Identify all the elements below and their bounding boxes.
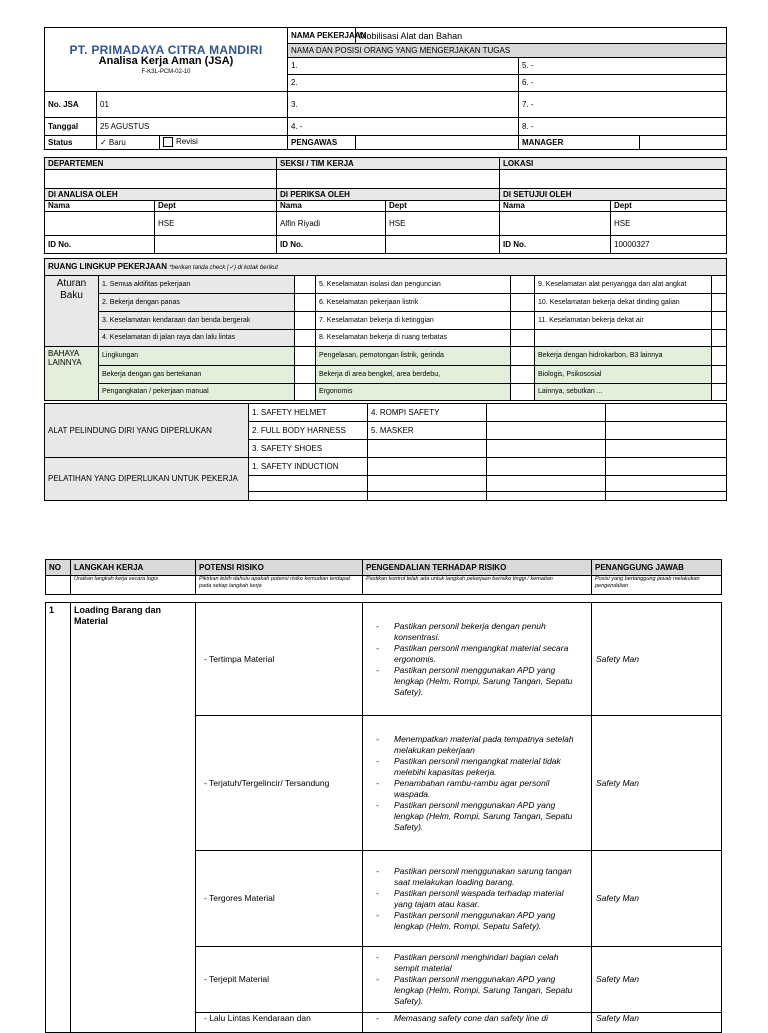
bahaya-check-6[interactable] — [511, 384, 535, 401]
doc-code: F-K3L-PCM-02-10 — [141, 69, 191, 75]
training-extra-2 — [249, 476, 368, 492]
bahaya-label: BAHAYA LAINNYA — [45, 347, 99, 401]
aturan-item-5: 5. Keselamatan isolasi dan penguncian — [316, 276, 511, 294]
worker-6: 6. - — [519, 75, 727, 92]
bahaya-item-2: Bekerja dengan gas bertekanan — [99, 366, 295, 384]
apd-item-2: 2. FULL BODY HARNESS — [249, 422, 368, 440]
bahaya-check-3[interactable] — [295, 384, 316, 401]
analisa-nama — [45, 212, 155, 236]
apd-extra-1b — [606, 404, 727, 422]
aturan-check-10[interactable] — [712, 294, 727, 312]
control-item: - Pastikan personil menggunakan APD yang lengkap (Helm, Rompi, Sarung Tangan, Sepatu Safety). — [370, 974, 584, 1007]
training-extra-2b — [487, 476, 606, 492]
apd-item-5: 5. MASKER — [368, 422, 487, 440]
aturan-check-8[interactable] — [511, 330, 535, 347]
bahaya-item-3: Pengangkatan / pekerjaan manual — [99, 384, 295, 401]
aturan-item-11: 11. Keselamatan bekerja dekat air — [535, 312, 712, 330]
bahaya-check-8[interactable] — [712, 366, 727, 384]
control-item: - Penambahan rambu-rambu agar personil waspada. — [370, 778, 584, 800]
risk-3: - Tergores Material — [196, 851, 363, 947]
periksa-id-label: ID No. — [277, 236, 386, 254]
analisa-id — [155, 236, 277, 254]
training-extra-3b — [487, 492, 606, 501]
risk-5: - Lalu Lintas Kendaraan dan — [196, 1013, 363, 1033]
pengawas-label: PENGAWAS — [288, 136, 356, 150]
apd-extra-3a — [368, 440, 487, 458]
periksa-id — [386, 236, 500, 254]
col-risiko-sub: Pikirkan lebih dahulu apakah potensi risiko kemudian terdapat pada setiap langkah kerja — [196, 576, 363, 595]
aturan-check-3[interactable] — [295, 312, 316, 330]
col-pj-header: PENANGGUNG JAWAB — [592, 560, 722, 576]
pj-1: Safety Man — [592, 603, 722, 716]
col-no-header: NO — [46, 560, 71, 576]
controls-1 — [363, 603, 592, 716]
status-revisi-cell[interactable] — [160, 136, 288, 150]
bahaya-item-5: Bekerja di area bengkel, area berdebu, — [316, 366, 511, 384]
worker-5: 5. - — [519, 58, 727, 75]
training-extra-2c — [606, 476, 727, 492]
risk-2: - Terjatuh/Tergelincir/ Tersandung — [196, 716, 363, 851]
step-no: 1 — [46, 603, 71, 1033]
periksa-nama-label: Nama — [277, 201, 386, 212]
table-spacer — [46, 595, 722, 603]
bahaya-item-8: Biologis, Psikososial — [535, 366, 712, 384]
control-item: - Menempatkan material pada tempatnya setelah melakukan pekerjaan — [370, 734, 584, 756]
worker-1: 1. — [288, 58, 519, 75]
training-extra-1a — [368, 458, 487, 476]
training-item-1: 1. SAFETY INDUCTION — [249, 458, 368, 476]
controls-2 — [363, 716, 592, 851]
pj-4: Safety Man — [592, 947, 722, 1013]
analisa-dept-label: Dept — [155, 201, 277, 212]
tanggal-value: 25 AGUSTUS — [97, 118, 288, 136]
control-item: - Pastikan personil menggunakan APD yang lengkap (Helm, Rompi, Sarung Tangan, Sepatu Safety). — [370, 665, 584, 698]
col-pengendalian-header: PENGENDALIAN TERHADAP RISIKO — [363, 560, 592, 576]
controls-5 — [363, 1013, 592, 1033]
setujui-id-label: ID No. — [500, 236, 611, 254]
analisa-label: DI ANALISA OLEH — [45, 189, 277, 201]
approval-table — [44, 157, 727, 254]
company-name: PT. PRIMADAYA CITRA MANDIRI — [69, 43, 263, 57]
company-block — [45, 28, 288, 92]
aturan-item-4: 4. Keselamatan di jalan raya dan lalu lintas — [99, 330, 295, 347]
apd-label: ALAT PELINDUNG DIRI YANG DIPERLUKAN — [45, 404, 249, 458]
no-jsa-label: No. JSA — [45, 92, 97, 118]
setujui-dept-label: Dept — [611, 201, 727, 212]
setujui-dept: HSE — [611, 212, 727, 236]
aturan-item-9: 9. Keselamatan alat penyangga dan alat angkat — [535, 276, 712, 294]
worker-4: 4. - — [288, 118, 519, 136]
analisa-dept: HSE — [155, 212, 277, 236]
bahaya-check-5[interactable] — [511, 366, 535, 384]
bahaya-item-1: Lingkungan — [99, 347, 295, 366]
aturan-check-12[interactable] — [712, 330, 727, 347]
col-pengendalian-sub: Pastikan kontrol telah ada untuk langkah pekerjaan berisiko tinggi / kematian — [363, 576, 592, 595]
analisa-id-label: ID No. — [45, 236, 155, 254]
aturan-check-2[interactable] — [295, 294, 316, 312]
training-extra-1c — [606, 458, 727, 476]
bahaya-item-4: Pengelasan, pemotongan listrik, gerinda — [316, 347, 511, 366]
aturan-item-1: 1. Semua aktifitas pekerjaan — [99, 276, 295, 294]
step-name: Loading Barang dan Material — [71, 603, 196, 1033]
periksa-nama: Alfin Riyadi — [277, 212, 386, 236]
control-item: - Pastikan personil menggunakan APD yang lengkap (Helm, Rompi, Sepatu Safety). — [370, 910, 584, 932]
controls-3 — [363, 851, 592, 947]
setujui-id: 10000327 — [611, 236, 727, 254]
bahaya-item-7: Bekerja dengan hidrokarbon, B3 lainnya — [535, 347, 712, 366]
col-langkah-header: LANGKAH KERJA — [71, 560, 196, 576]
nama-pekerjaan-value: Mobilisasi Alat dan Bahan — [356, 28, 727, 44]
bahaya-item-6: Ergonomis — [316, 384, 511, 401]
doc-title: Analisa Kerja Aman (JSA) — [98, 55, 234, 67]
nama-pekerjaan-label: NAMA PEKERJAAN — [288, 28, 356, 44]
lokasi-label: LOKASI — [500, 158, 727, 170]
control-item: - Pastikan personil mengangkat material secara ergonomis. — [370, 643, 584, 665]
seksi-label: SEKSI / TIM KERJA — [277, 158, 500, 170]
training-label: PELATIHAN YANG DIPERLUKAN UNTUK PEKERJA — [45, 458, 249, 501]
lokasi-value — [500, 170, 727, 189]
control-item: - Pastikan personil mengangkat material tidak melebihi kapasitas pekerja. — [370, 756, 584, 778]
aturan-check-1[interactable] — [295, 276, 316, 294]
bahaya-check-7[interactable] — [712, 347, 727, 366]
scope-note: *berikan tanda check (✓) di kotak berikut — [169, 264, 278, 271]
aturan-item-3: 3. Keselamatan kendaraan dan benda bergerak — [99, 312, 295, 330]
pj-5: Safety Man — [592, 1013, 722, 1033]
training-extra-3c — [606, 492, 727, 501]
col-risiko-header: POTENSI RISIKO — [196, 560, 363, 576]
analisa-nama-label: Nama — [45, 201, 155, 212]
bahaya-check-1[interactable] — [295, 347, 316, 366]
risk-1: - Tertimpa Material — [196, 603, 363, 716]
departemen-label: DEPARTEMEN — [45, 158, 277, 170]
apd-item-3: 3. SAFETY SHOES — [249, 440, 368, 458]
aturan-item-8: 8. Keselamatan bekerja di ruang terbatas — [316, 330, 511, 347]
aturan-check-11[interactable] — [712, 312, 727, 330]
aturan-check-9[interactable] — [712, 276, 727, 294]
aturan-check-6[interactable] — [511, 294, 535, 312]
departemen-value — [45, 170, 277, 189]
control-item: - Memasang safety cone dan safety line di — [370, 1013, 584, 1024]
control-item: - Pastikan personil menggunakan sarung tangan saat melakukan loading barang. — [370, 866, 584, 888]
periksa-label: DI PERIKSA OLEH — [277, 189, 500, 201]
pj-2: Safety Man — [592, 716, 722, 851]
training-extra-1b — [487, 458, 606, 476]
worker-7: 7. - — [519, 92, 727, 118]
col-langkah-sub: Uraikan langkah kerja secara logis — [71, 576, 196, 595]
seksi-value — [277, 170, 500, 189]
no-jsa-value: 01 — [97, 92, 288, 118]
workers-label: NAMA DAN POSISI ORANG YANG MENGERJAKAN TUGAS — [288, 44, 727, 58]
aturan-item-6: 6. Keselamatan pekerjaan listrik — [316, 294, 511, 312]
pj-3: Safety Man — [592, 851, 722, 947]
checkbox-icon[interactable] — [163, 137, 173, 147]
risk-4: - Terjepit Material — [196, 947, 363, 1013]
scope-title: RUANG LINGKUP PEKERJAAN — [48, 261, 167, 271]
status-baru[interactable]: ✓ Baru — [97, 136, 160, 150]
scope-title-cell — [45, 259, 727, 276]
status-revisi: Revisi — [176, 137, 198, 147]
apd-item-4: 4. ROMPI SAFETY — [368, 404, 487, 422]
aturan-check-7[interactable] — [511, 312, 535, 330]
apd-extra-2a — [487, 422, 606, 440]
col-no-sub — [46, 576, 71, 595]
manager-value — [640, 136, 727, 150]
setujui-nama-label: Nama — [500, 201, 611, 212]
worker-3: 3. — [288, 92, 519, 118]
tanggal-label: Tanggal — [45, 118, 97, 136]
bahaya-item-9: Lainnya, sebutkan ... — [535, 384, 712, 401]
setujui-nama — [500, 212, 611, 236]
periksa-dept: HSE — [386, 212, 500, 236]
control-item: - Pastikan personil bekerja dengan penuh konsentrasi. — [370, 621, 584, 643]
apd-extra-3b — [487, 440, 606, 458]
apd-extra-2b — [606, 422, 727, 440]
aturan-item-7: 7. Keselamatan bekerja di ketinggian — [316, 312, 511, 330]
control-item: - Pastikan personil waspada terhadap material yang tajam atau kasar. — [370, 888, 584, 910]
bahaya-check-2[interactable] — [295, 366, 316, 384]
bahaya-check-4[interactable] — [511, 347, 535, 366]
aturan-item-10: 10. Keselamatan bekerja dekat dinding galian — [535, 294, 712, 312]
manager-label: MANAGER — [519, 136, 640, 150]
worker-2: 2. — [288, 75, 519, 92]
apd-training-table — [44, 403, 727, 501]
apd-extra-1a — [487, 404, 606, 422]
aturan-check-5[interactable] — [511, 276, 535, 294]
bahaya-check-9[interactable] — [712, 384, 727, 401]
aturan-check-4[interactable] — [295, 330, 316, 347]
worker-8: 8. - — [519, 118, 727, 136]
scope-table — [44, 258, 727, 401]
training-extra-3a — [368, 492, 487, 501]
pengawas-value — [356, 136, 519, 150]
apd-item-1: 1. SAFETY HELMET — [249, 404, 368, 422]
training-extra-3 — [249, 492, 368, 501]
control-item: - Pastikan personil menghindari bagian celah sempit material — [370, 952, 584, 974]
controls-4 — [363, 947, 592, 1013]
table-row — [46, 603, 722, 716]
col-pj-sub: Posisi yang bertanggung jawab melakukan pengendalian — [592, 576, 722, 595]
aturan-item-2: 2. Bekerja dengan panas — [99, 294, 295, 312]
training-extra-2a — [368, 476, 487, 492]
steps-table — [45, 559, 722, 1033]
jsa-header-table — [44, 27, 727, 150]
apd-extra-3c — [606, 440, 727, 458]
aturan-item-empty — [535, 330, 712, 347]
status-label: Status — [45, 136, 97, 150]
setujui-label: DI SETUJUI OLEH — [500, 189, 727, 201]
control-item: - Pastikan personil menggunakan APD yang lengkap (Helm, Rompi, Sarung Tangan, Sepatu Safety). — [370, 800, 584, 833]
aturan-baku-label: Aturan Baku — [45, 276, 99, 347]
periksa-dept-label: Dept — [386, 201, 500, 212]
